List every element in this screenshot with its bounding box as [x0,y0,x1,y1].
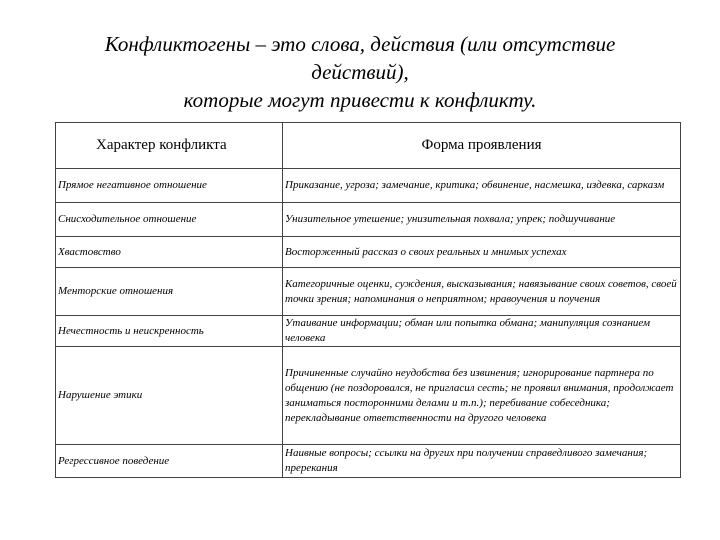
table-row [56,268,681,316]
conflict-type-cell: Снисходительное отношение [56,203,283,237]
manifestation-cell: Унизительное утешение; унизительная похвала; упрек; подшучивание [283,203,681,237]
table-row [56,203,681,237]
table-row [56,169,681,203]
manifestation-cell: Причиненные случайно неудобства без извинения; игнорирование партнера по общению (не поздоровался, не пригласил сесть; не проявил внимания, продолжает заниматься посторонними делами и т.п.); перебивание собеседника; перекладывание ответственности на другого человека [283,347,681,445]
header-manifestation: Форма проявления [283,123,681,169]
table-row [56,445,681,478]
manifestation-cell: Наивные вопросы; ссылки на других при получении справедливого замечания; пререкания [283,445,681,478]
title-line-1: Конфликтогены – это слова, действия (или отсутствие [104,32,616,56]
conflict-type-cell: Регрессивное поведение [56,445,283,478]
table-row [56,237,681,268]
conflict-type-cell: Прямое негативное отношение [56,169,283,203]
title-line-3: которые могут привести к конфликту. [183,88,537,112]
conflict-type-cell: Нечестность и неискренность [56,316,283,347]
table-header-row [56,123,681,169]
conflict-type-cell: Менторские отношения [56,268,283,316]
conflictogens-table [55,122,681,478]
slide-title [40,30,680,114]
table-row [56,316,681,347]
conflict-type-cell: Хвастовство [56,237,283,268]
manifestation-cell: Восторженный рассказ о своих реальных и мнимых успехах [283,237,681,268]
manifestation-cell: Утаивание информации; обман или попытка обмана; манипуляция сознанием человека [283,316,681,347]
conflict-type-cell: Нарушение этики [56,347,283,445]
manifestation-cell: Категоричные оценки, суждения, высказывания; навязывание своих советов, своей точки зрения; напоминания о неприятном; нравоучения и поучения [283,268,681,316]
manifestation-cell: Приказание, угроза; замечание, критика; обвинение, насмешка, издевка, сарказм [283,169,681,203]
title-line-2: действий), [311,60,409,84]
table-row [56,347,681,445]
header-conflict-type: Характер конфликта [56,123,283,169]
